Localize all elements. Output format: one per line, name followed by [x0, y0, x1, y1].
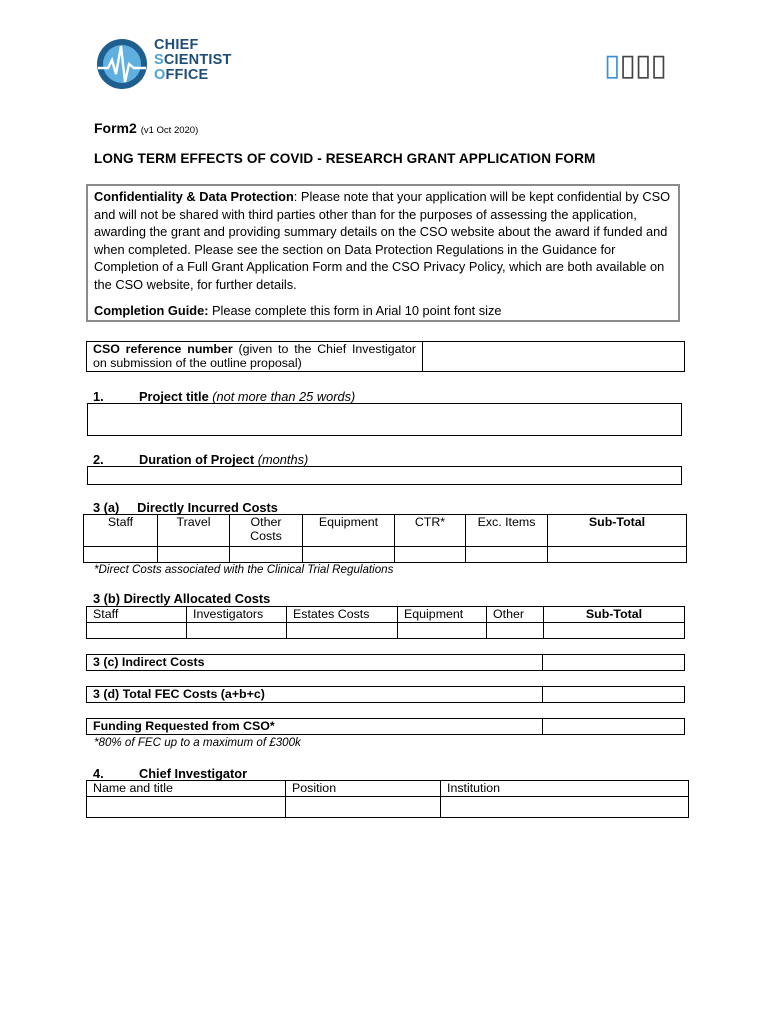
cost-input[interactable]: [466, 547, 548, 563]
cost-input[interactable]: [84, 547, 158, 563]
col-header: Exc. Items: [466, 515, 548, 547]
funding-requested-label: Funding Requested from CSO*: [87, 719, 543, 735]
col-header: Institution: [441, 781, 689, 797]
section-2-heading: 2. Duration of Project (months): [93, 452, 309, 467]
col-header: Sub-Total: [548, 515, 687, 547]
col-header: Name and title: [87, 781, 286, 797]
cost-input[interactable]: [548, 547, 687, 563]
cost-input[interactable]: [287, 623, 398, 639]
cost-input[interactable]: [398, 623, 487, 639]
funding-requested-row: [86, 718, 685, 735]
funding-footnote: *80% of FEC up to a maximum of £300k: [94, 736, 301, 749]
indirect-costs-input[interactable]: [543, 655, 685, 671]
header-glyphs: ▯▯▯▯: [604, 49, 667, 82]
chief-investigator-table: [86, 780, 689, 818]
col-header: Staff: [84, 515, 158, 547]
col-header: Sub-Total: [544, 607, 685, 623]
cost-input[interactable]: [230, 547, 303, 563]
indirect-costs-row: [86, 654, 685, 671]
col-header: CTR*: [395, 515, 466, 547]
cso-reference-input[interactable]: [423, 342, 685, 372]
col-header: Estates Costs: [287, 607, 398, 623]
col-header: Other: [487, 607, 544, 623]
name-input[interactable]: [87, 797, 286, 818]
section-4-heading: 4. Chief Investigator: [93, 766, 248, 781]
cso-reference-label: CSO reference number (given to the Chief Investigator on submission of the outline proposal): [87, 342, 423, 372]
cso-logo-icon: [96, 38, 148, 90]
page-title: LONG TERM EFFECTS OF COVID - RESEARCH GRANT APPLICATION FORM: [94, 151, 596, 166]
total-fec-label: 3 (d) Total FEC Costs (a+b+c): [87, 687, 543, 703]
col-header: Other Costs: [230, 515, 303, 547]
section-3a-heading: 3 (a) Directly Incurred Costs: [93, 500, 278, 515]
indirect-costs-label: 3 (c) Indirect Costs: [87, 655, 543, 671]
cost-input[interactable]: [544, 623, 685, 639]
col-header: Equipment: [398, 607, 487, 623]
cost-input[interactable]: [487, 623, 544, 639]
col-header: Equipment: [303, 515, 395, 547]
allocated-costs-table: [86, 606, 685, 639]
total-fec-row: [86, 686, 685, 703]
total-fec-input[interactable]: [543, 687, 685, 703]
direct-costs-table: [83, 514, 687, 563]
section-1-heading: 1. Project title (not more than 25 words): [93, 389, 356, 404]
logo-wordmark: CHIEF SCIENTIST OFFICE: [154, 37, 232, 83]
ctr-footnote: *Direct Costs associated with the Clinical Trial Regulations: [94, 563, 394, 576]
cost-input[interactable]: [303, 547, 395, 563]
col-header: Staff: [87, 607, 187, 623]
funding-requested-input[interactable]: [543, 719, 685, 735]
col-header: Travel: [158, 515, 230, 547]
position-input[interactable]: [286, 797, 441, 818]
institution-input[interactable]: [441, 797, 689, 818]
col-header: Position: [286, 781, 441, 797]
cost-input[interactable]: [187, 623, 287, 639]
cso-reference-table: [86, 341, 685, 372]
cost-input[interactable]: [87, 623, 187, 639]
cost-input[interactable]: [395, 547, 466, 563]
cost-input[interactable]: [158, 547, 230, 563]
duration-input[interactable]: [87, 466, 682, 485]
confidentiality-notice: Confidentiality & Data Protection: Please note that your application will be kept confidential by CSO and will not be shared with third parties other than for the purposes of assessing the application, awarding the grant and providing summary details on the CSO website about the award if funded and when completed. Please see the section on Data Protection Regulations in the Guidance for Completion of a Full Grant Application Form and the CSO Privacy Policy, which are both available on the CSO website, for further details. Completion Guide: Please complete this form in Arial 10 point font size: [86, 184, 680, 322]
col-header: Investigators: [187, 607, 287, 623]
section-3b-heading: 3 (b) Directly Allocated Costs: [93, 591, 271, 606]
form-id: Form2 (v1 Oct 2020): [94, 120, 199, 136]
project-title-input[interactable]: [87, 403, 682, 436]
